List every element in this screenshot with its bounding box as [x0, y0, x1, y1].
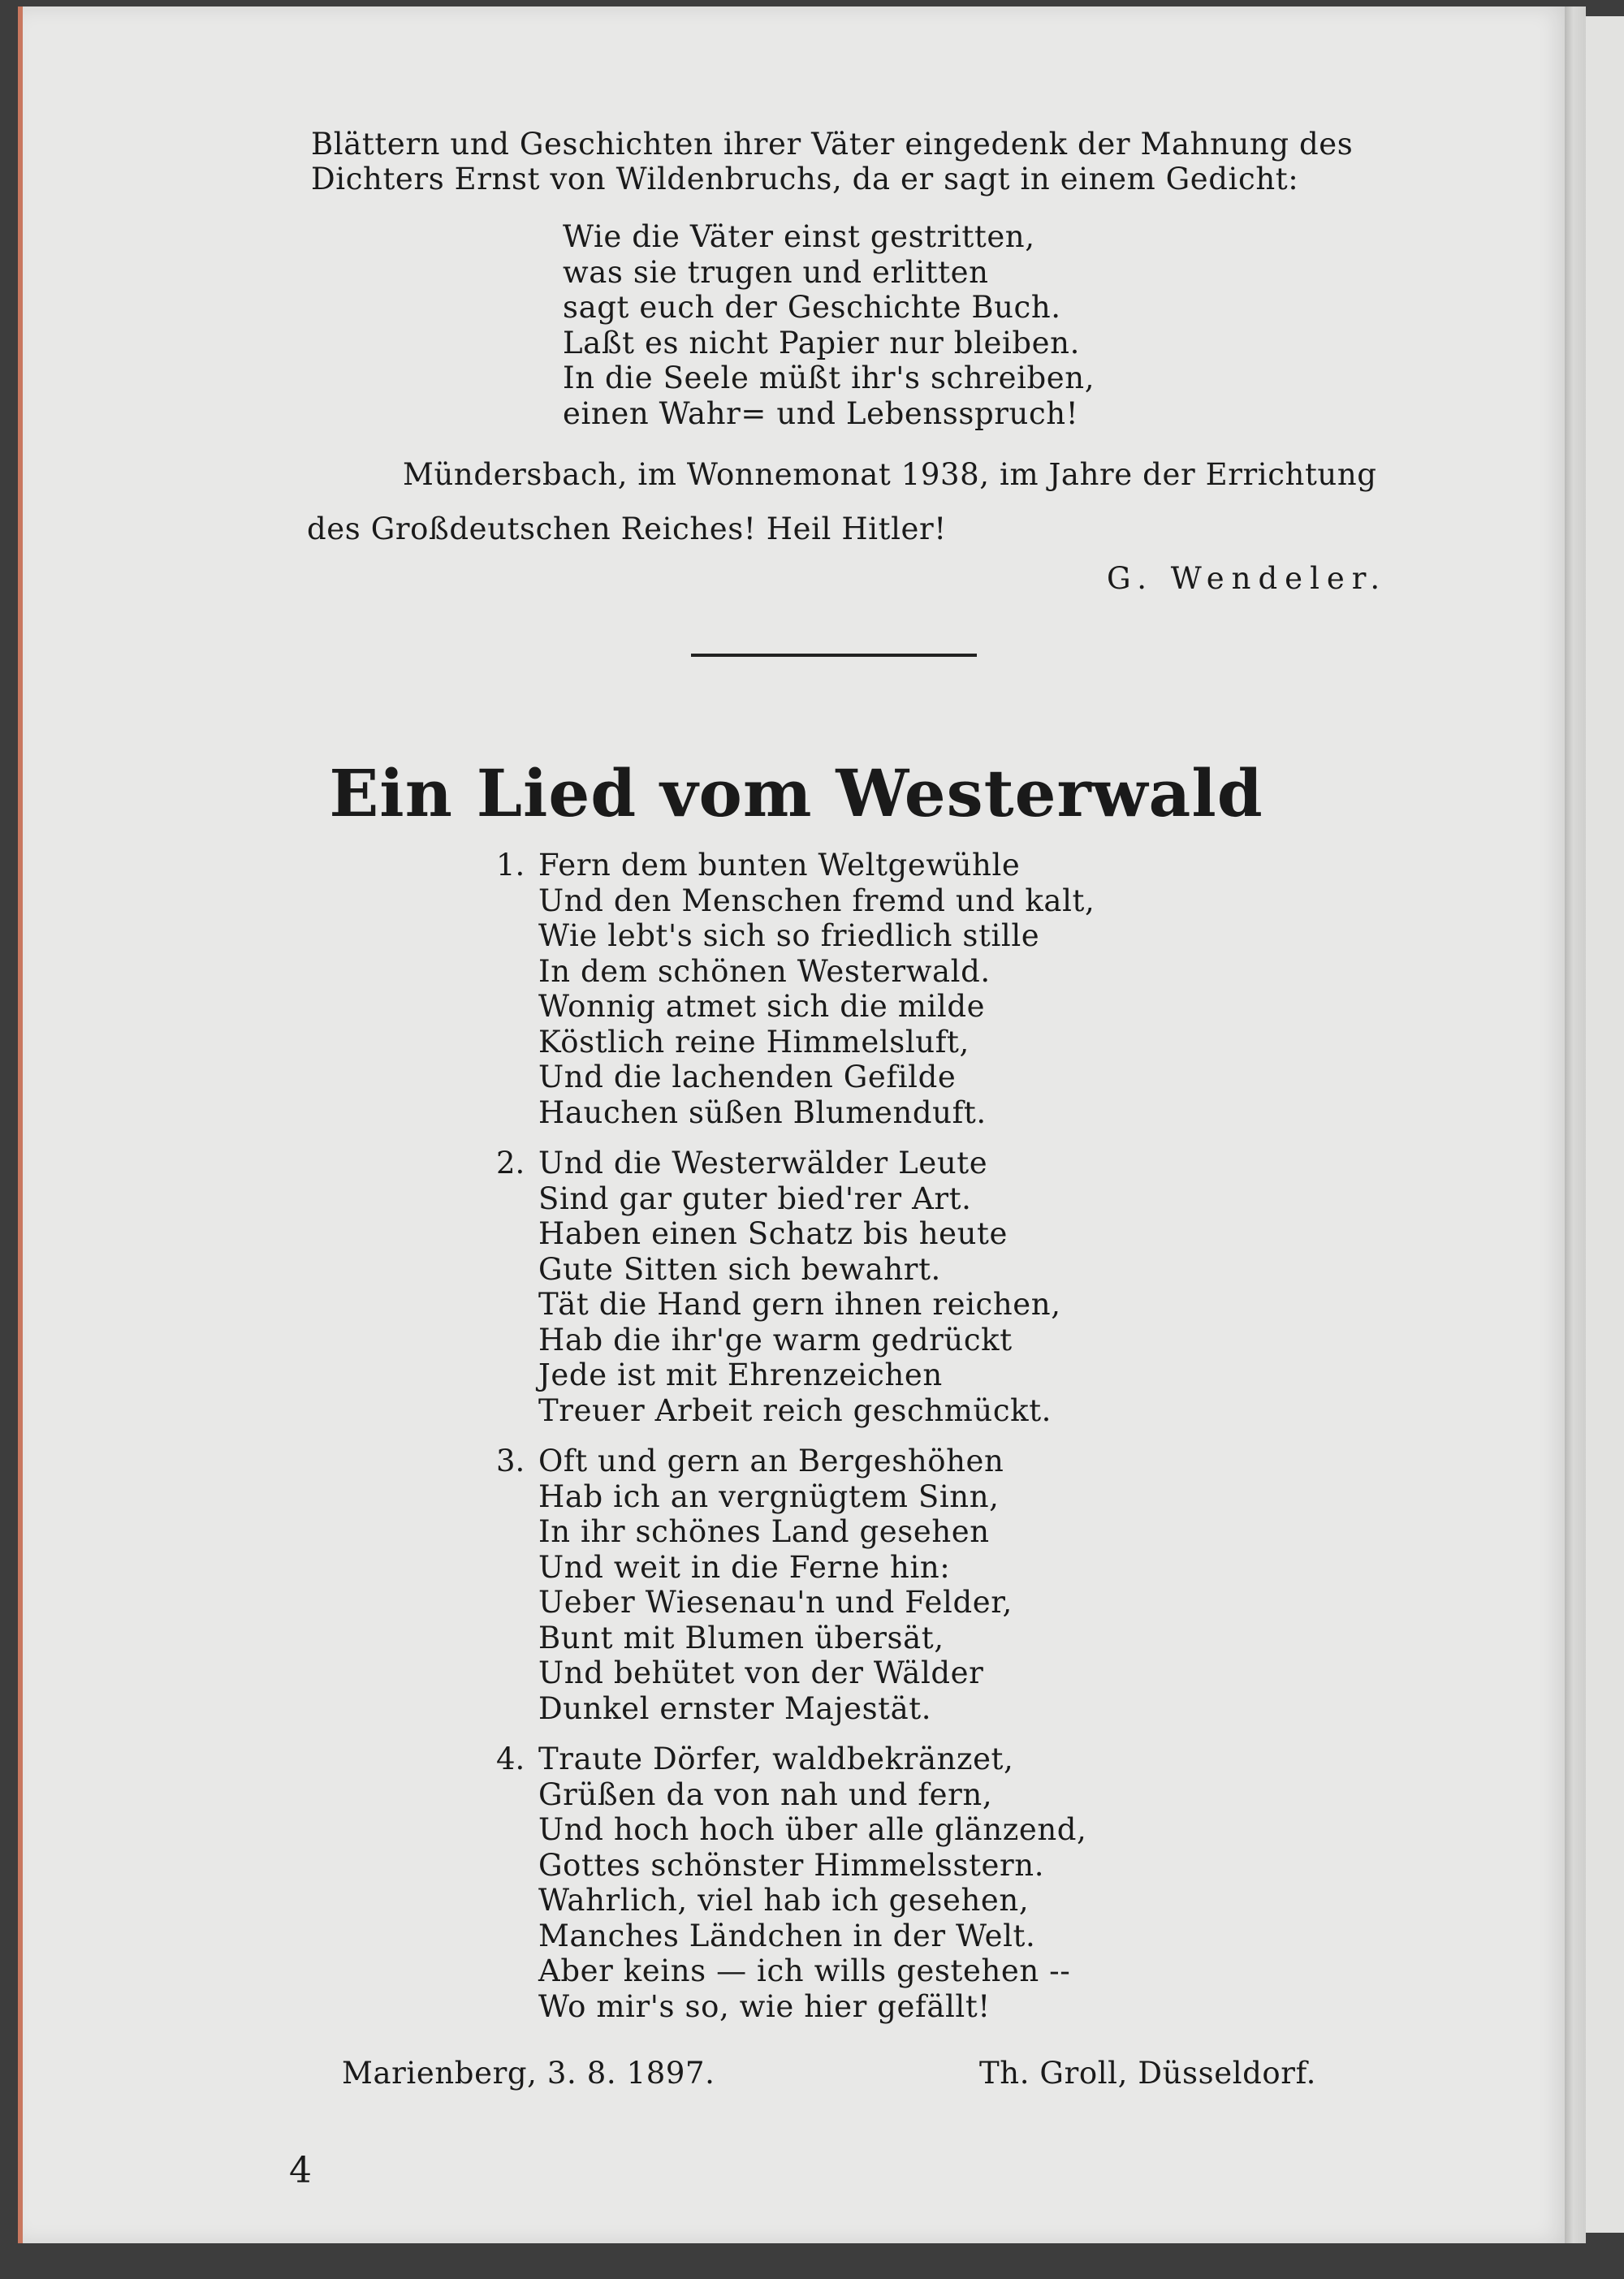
intro-line-1: Blättern und Geschichten ihrer Väter eingedenk der Mahnung des — [311, 127, 1354, 162]
footer-place-date: Marienberg, 3. 8. 1897. — [342, 2056, 715, 2091]
verse-line: Wahrlich, viel hab ich gesehen, — [538, 1883, 1030, 1918]
stanza-number: 1. — [496, 848, 525, 883]
verse-line: Jede ist mit Ehrenzeichen — [538, 1357, 943, 1392]
stanza-3 — [496, 1444, 1095, 1726]
verse-line: Treuer Arbeit reich geschmückt. — [538, 1392, 1052, 1428]
quote-line: In die Seele müßt ihr's schreiben, — [563, 360, 1095, 395]
verse-line: Bunt mit Blumen übersät, — [538, 1620, 944, 1655]
verse-line: Wo mir's so, wie hier gefällt! — [538, 1988, 991, 2024]
stanza-number: 2. — [496, 1146, 525, 1181]
stanza-2 — [496, 1146, 1095, 1428]
poem-body — [496, 848, 1095, 2039]
quote-line: einen Wahr= und Lebensspruch! — [563, 395, 1079, 431]
verse-line: Haben einen Schatz bis heute — [538, 1216, 1009, 1251]
verse-line: Ueber Wiesenau'n und Felder, — [538, 1585, 1013, 1620]
verse-line: In dem schönen Westerwald. — [538, 953, 991, 989]
verse-line: Und den Menschen fremd und kalt, — [538, 883, 1095, 918]
book-gutter — [1565, 6, 1586, 2243]
quote-line: sagt euch der Geschichte Buch. — [563, 290, 1061, 325]
intro-line-2: Dichters Ernst von Wildenbruchs, da er sagt in einem Gedicht: — [311, 162, 1299, 196]
closing-line: des Großdeutschen Reiches! Heil Hitler! — [307, 511, 947, 546]
verse-line: Grüßen da von nah und fern, — [538, 1776, 993, 1812]
verse-line: Manches Ländchen in der Welt. — [538, 1918, 1036, 1953]
footer-author: Th. Groll, Düsseldorf. — [979, 2056, 1316, 2091]
quoted-verse — [563, 219, 1095, 431]
intro-paragraph — [311, 127, 1367, 196]
book-page — [18, 6, 1570, 2243]
verse-line: Und hoch hoch über alle glänzend, — [538, 1812, 1087, 1847]
quote-line: was sie trugen und erlitten — [563, 254, 989, 290]
verse-line: Aber keins — ich wills gestehen -- — [538, 1953, 1071, 1988]
adjacent-page-edge — [1586, 16, 1624, 2233]
verse-line: Hab ich an vergnügtem Sinn, — [538, 1478, 1000, 1514]
verse-line: Dunkel ernster Majestät. — [538, 1690, 932, 1726]
verse-line: Traute Dörfer, waldbekränzet, — [538, 1742, 1014, 1776]
verse-line: In ihr schönes Land gesehen — [538, 1514, 990, 1549]
page-number: 4 — [289, 2150, 312, 2191]
place-date-line: Mündersbach, im Wonnemonat 1938, im Jahre der Errichtung — [403, 457, 1377, 492]
verse-line: Und weit in die Ferne hin: — [538, 1549, 951, 1585]
verse-line: Wie lebt's sich so friedlich stille — [538, 918, 1040, 953]
verse-line: Oft und gern an Bergeshöhen — [538, 1444, 1004, 1478]
verse-line: Tät die Hand gern ihnen reichen, — [538, 1287, 1061, 1322]
stanza-number: 4. — [496, 1742, 525, 1776]
verse-line: Gottes schönster Himmelsstern. — [538, 1847, 1045, 1883]
verse-line: Und die Westerwälder Leute — [538, 1146, 988, 1181]
signature: G. Wendeler. — [1107, 561, 1388, 596]
verse-line: Hab die ihr'ge warm gedrückt — [538, 1322, 1013, 1357]
verse-line: Gute Sitten sich bewahrt. — [538, 1251, 941, 1287]
poem-title: Ein Lied vom Westerwald — [329, 755, 1263, 831]
verse-line: Hauchen süßen Blumenduft. — [538, 1094, 987, 1130]
stanza-1 — [496, 848, 1095, 1130]
quote-line: Wie die Väter einst gestritten, — [563, 219, 1035, 254]
verse-line: Fern dem bunten Weltgewühle — [538, 848, 1021, 883]
quote-line: Laßt es nicht Papier nur bleiben. — [563, 325, 1080, 360]
verse-line: Sind gar guter bied'rer Art. — [538, 1181, 972, 1216]
verse-line: Und die lachenden Gefilde — [538, 1060, 957, 1094]
section-divider — [691, 654, 977, 657]
verse-line: Und behütet von der Wälder — [538, 1655, 984, 1690]
stanza-number: 3. — [496, 1444, 525, 1478]
stanza-4 — [496, 1742, 1095, 2024]
verse-line: Köstlich reine Himmelsluft, — [538, 1024, 970, 1060]
verse-line: Wonnig atmet sich die milde — [538, 989, 986, 1024]
